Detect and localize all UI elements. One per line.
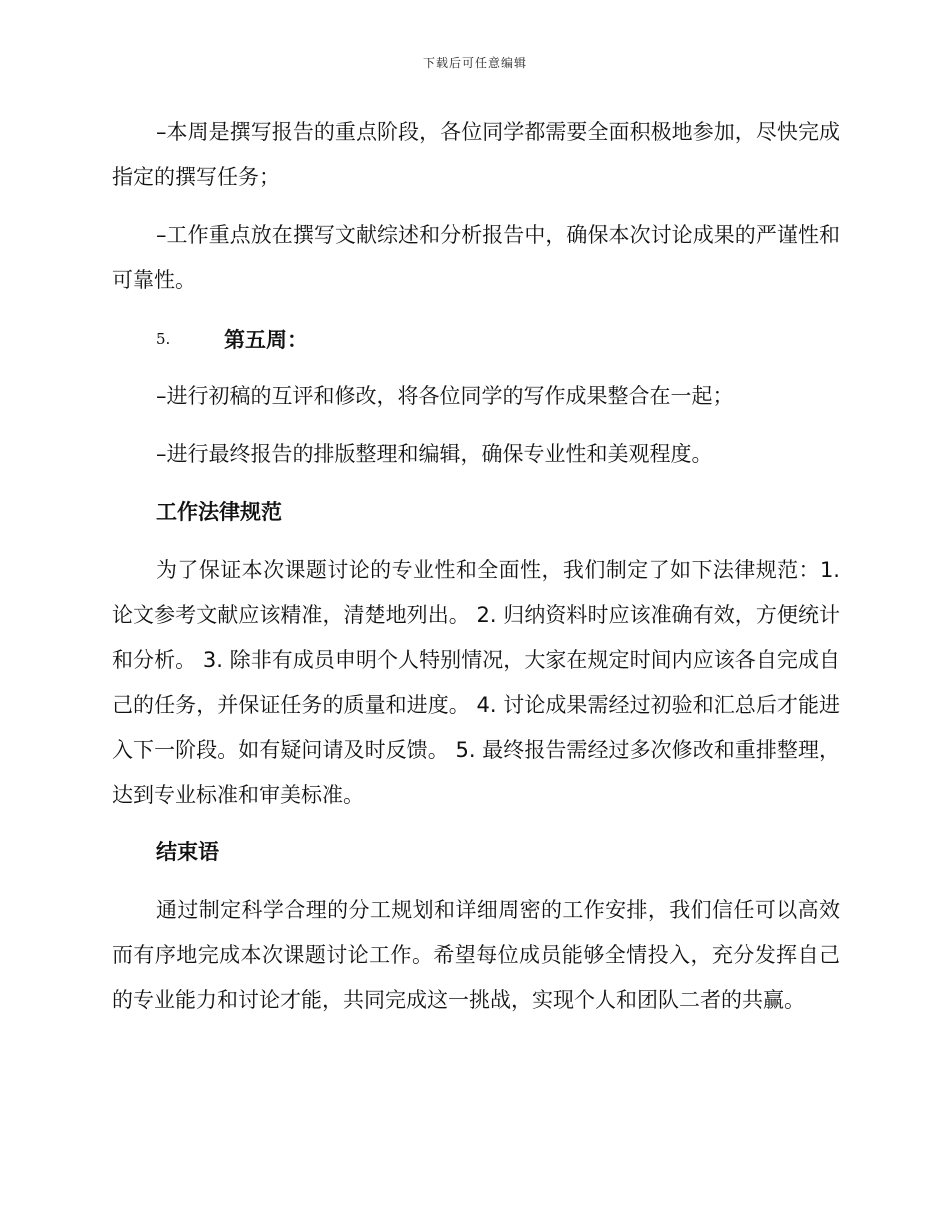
week5-number: 5. <box>156 329 171 348</box>
document-body <box>112 110 840 1023</box>
week5-title: 第五周： <box>224 327 308 352</box>
week5-bullet-1: –进行初稿的互评和修改，将各位同学的写作成果整合在一起； <box>156 384 734 408</box>
week5-bullet-2: –进行最终报告的排版整理和编辑，确保专业性和美观程度。 <box>156 442 713 466</box>
legal-heading: 工作法律规范 <box>156 500 282 524</box>
week4-bullet-1: –本周是撰写报告的重点阶段，各位同学都需要全面积极地参加，尽快完成指定的撰写任务； <box>112 120 840 189</box>
week4-bullet-2: –工作重点放在撰写文献综述和分析报告中，确保本次讨论成果的严谨性和可靠性。 <box>112 223 840 292</box>
legal-body: 为了保证本次课题讨论的专业性和全面性，我们制定了如下法律规范：1. 论文参考文献应该精准，清楚地列出。 2. 归纳资料时应该准确有效，方便统计和分析。 3. 除非有成员申明个人特别情况，大家在规定时间内应该各自完成自己的任务，并保证任务的质量和进度。 4. 讨论成果需经过初验和汇总后才能进入下一阶段。如有疑问请及时反馈。 5. 最终报告需经过多次修改和重排整理，达到专业标准和审美标准。 <box>112 558 840 807</box>
closing-heading: 结束语 <box>156 840 219 864</box>
page-header: 下载后可任意编辑 <box>422 56 527 70</box>
week5-heading <box>112 316 840 361</box>
closing-body: 通过制定科学合理的分工规划和详细周密的工作安排，我们信任可以高效而有序地完成本次课题讨论工作。希望每位成员能够全情投入，充分发挥自己的专业能力和讨论才能，共同完成这一挑战，实现个人和团队二者的共赢。 <box>112 898 840 1012</box>
